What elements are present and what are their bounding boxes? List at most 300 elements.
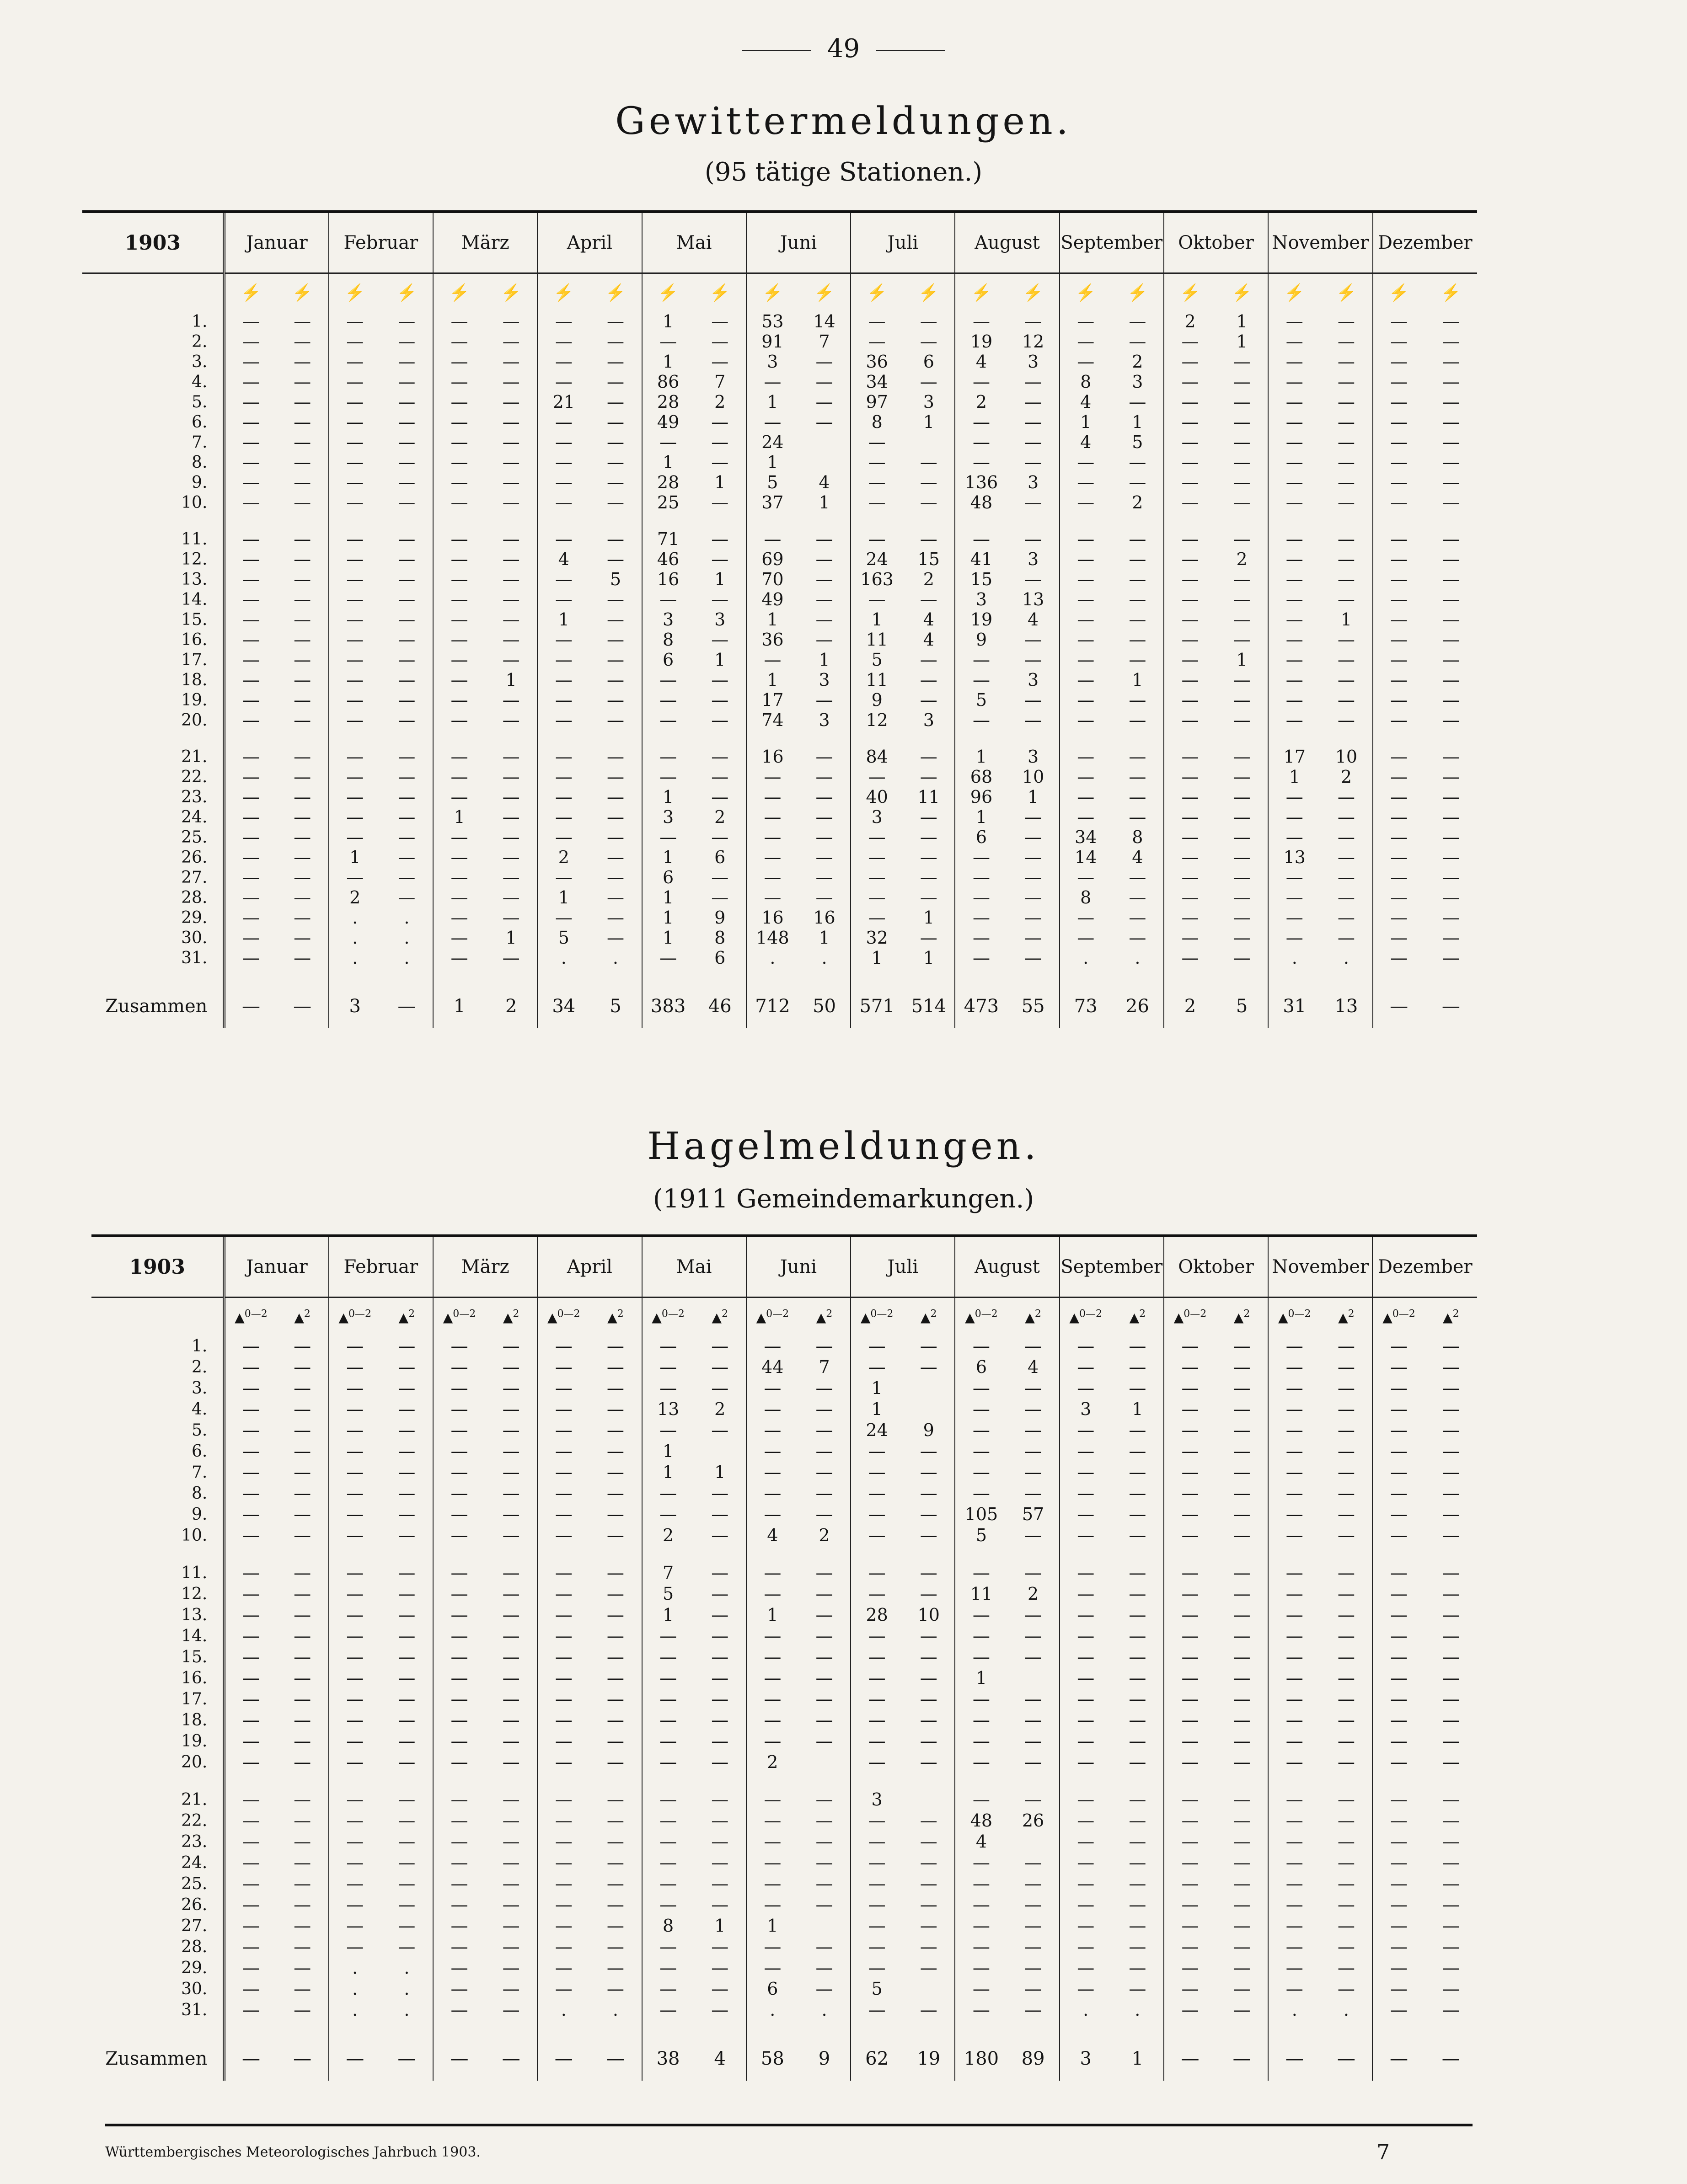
storm-value-cell: 2: [1132, 492, 1143, 513]
storm-total-gap-cell: [1060, 968, 1112, 984]
storm-value-cell: —: [711, 867, 729, 887]
hail-value-cell: —: [1233, 1441, 1251, 1461]
storm-value-cell: —: [329, 827, 381, 847]
hail-day-label: 18.: [91, 1709, 224, 1730]
storm-month-header: September: [1060, 213, 1164, 273]
hail-gap-cell: [1112, 1773, 1164, 1789]
hail-value-cell: —: [398, 1647, 416, 1667]
storm-symbol-b-icon: ⚡: [1127, 283, 1148, 302]
storm-value-cell: 1: [746, 392, 798, 412]
hail-value-cell: —: [329, 1604, 381, 1625]
storm-value-cell: —: [1337, 630, 1355, 650]
hail-value-cell: —: [1442, 1462, 1460, 1482]
hail-value-cell: —: [1233, 1895, 1251, 1915]
hail-month-header: Mai: [642, 1237, 746, 1298]
hail-gap-cell: [1060, 1546, 1112, 1562]
storm-value-cell: —: [1024, 807, 1042, 827]
storm-value-cell: 41: [955, 549, 1007, 569]
storm-value-cell: 74: [746, 710, 798, 730]
storm-symbol-b-icon: ⚡: [605, 283, 626, 302]
hail-value-cell: —: [1442, 1832, 1460, 1852]
hail-day-row: [91, 1751, 1477, 1773]
hail-symbol-b-icon: ▲$^2$: [1129, 1308, 1146, 1325]
storm-value-cell: —: [920, 867, 937, 887]
hail-value-cell: —: [815, 1853, 833, 1873]
hail-value-cell: —: [1442, 1399, 1460, 1419]
storm-value-cell: 9: [955, 630, 1007, 650]
hail-value-cell: —: [224, 1335, 276, 1356]
hail-value-cell: —: [851, 1999, 903, 2020]
hail-value-cell: —: [1129, 1441, 1146, 1461]
hail-value-cell: —: [537, 1525, 589, 1546]
storm-value-cell: —: [537, 432, 589, 452]
storm-value-cell: —: [433, 589, 485, 609]
hail-value-cell: —: [1233, 1731, 1251, 1751]
hail-gap-cell: [433, 1546, 485, 1562]
hail-value-cell: —: [1268, 1688, 1320, 1709]
hail-value-cell: —: [920, 1710, 937, 1730]
storm-value-cell: —: [1373, 311, 1425, 331]
hail-value-cell: —: [1372, 1583, 1425, 1604]
hail-value-cell: —: [1233, 1958, 1251, 1978]
storm-value-cell: —: [1129, 767, 1146, 787]
hail-value-cell: .: [329, 1957, 381, 1978]
storm-value-cell: —: [955, 372, 1007, 392]
storm-value-cell: —: [294, 867, 311, 887]
storm-value-cell: —: [1164, 847, 1216, 867]
hail-value-cell: —: [294, 1399, 311, 1419]
storm-value-cell: —: [606, 589, 624, 609]
storm-value-cell: —: [746, 767, 798, 787]
hail-value-cell: —: [1060, 1730, 1112, 1751]
hail-value-cell: —: [1129, 1853, 1146, 1873]
storm-value-cell: —: [1024, 452, 1042, 472]
hail-value-cell: —: [920, 1563, 937, 1583]
hail-value-cell: —: [746, 1957, 798, 1978]
hail-value-cell: —: [711, 1958, 729, 1978]
storm-value-cell: —: [1268, 887, 1320, 908]
storm-value-cell: 1: [1027, 787, 1039, 807]
hail-total-cell: 89: [1021, 2048, 1045, 2069]
hail-value-cell: —: [815, 1689, 833, 1709]
hail-value-cell: —: [746, 1688, 798, 1709]
storm-gap-cell: [277, 513, 329, 529]
hail-value-cell: —: [642, 1999, 694, 2020]
storm-value-cell: —: [955, 928, 1007, 948]
hail-value-cell: —: [1060, 1420, 1112, 1441]
storm-value-cell: 36: [851, 352, 903, 372]
storm-value-cell: —: [502, 432, 520, 452]
storm-value-cell: 3: [1027, 472, 1039, 492]
storm-value-cell: —: [606, 529, 624, 549]
hail-symbol-a-icon: ▲$^{0—2}$: [1372, 1298, 1425, 1336]
hail-value-cell: —: [955, 1936, 1007, 1957]
storm-value-cell: —: [433, 472, 485, 492]
storm-value-cell: —: [224, 331, 276, 352]
hail-value-cell: —: [537, 1356, 589, 1378]
hail-value-cell: —: [851, 1583, 903, 1604]
hail-value-cell: —: [920, 1689, 937, 1709]
storm-value-cell: —: [1233, 352, 1251, 372]
hail-value-cell: —: [1233, 1647, 1251, 1667]
storm-value-cell: 13: [1268, 847, 1320, 867]
hail-value-cell: —: [851, 1525, 903, 1546]
hail-value-cell: —: [294, 1979, 311, 1999]
storm-value-cell: —: [1373, 529, 1425, 549]
hail-value-cell: —: [1268, 1709, 1320, 1730]
hail-value-cell: —: [224, 1667, 276, 1688]
hail-value-cell: —: [1337, 1504, 1355, 1524]
storm-value-cell: —: [1024, 908, 1042, 928]
storm-value-cell: —: [746, 807, 798, 827]
storm-value-cell: —: [329, 710, 381, 730]
hail-symbol-b-icon: ▲$^2$: [1443, 1308, 1459, 1325]
storm-value-cell: —: [711, 747, 729, 767]
storm-day-label: 14.: [82, 589, 224, 609]
hail-value-cell: —: [224, 1525, 276, 1546]
storm-value-cell: —: [606, 412, 624, 432]
hail-value-cell: —: [537, 1709, 589, 1730]
storm-gap-cell: [329, 513, 381, 529]
hail-value-cell: 5: [955, 1525, 1007, 1546]
hail-value-cell: —: [1337, 1563, 1355, 1583]
storm-value-cell: —: [537, 529, 589, 549]
hail-value-cell: —: [502, 1336, 520, 1356]
hail-day-row: [91, 1688, 1477, 1709]
hail-group-gap: [91, 1546, 1477, 1562]
storm-value-cell: —: [606, 331, 624, 352]
storm-value-cell: —: [224, 311, 276, 331]
hail-gap-cell: [1320, 1773, 1372, 1789]
hail-value-cell: —: [1233, 1710, 1251, 1730]
hail-gap-cell: [955, 1546, 1007, 1562]
hail-value-cell: —: [502, 1441, 520, 1461]
storm-value-cell: —: [711, 690, 729, 710]
storm-value-cell: [798, 452, 851, 472]
storm-value-cell: —: [1024, 392, 1042, 412]
hail-value-cell: —: [642, 1335, 694, 1356]
storm-total-gap-cell: [903, 968, 955, 984]
hail-value-cell: .: [612, 2000, 618, 2020]
storm-value-cell: —: [433, 412, 485, 432]
storm-symbol-b-icon: ⚡: [292, 283, 313, 302]
storm-value-cell: 1: [819, 928, 830, 948]
storm-value-cell: 1: [642, 847, 694, 867]
storm-value-cell: —: [294, 948, 311, 968]
storm-total-cell: —: [293, 996, 312, 1017]
hail-value-cell: —: [1372, 1625, 1425, 1646]
storm-value-cell: —: [1060, 867, 1112, 887]
hail-month-header: April: [537, 1237, 642, 1298]
hail-day-label: 16.: [91, 1667, 224, 1688]
storm-value-cell: —: [502, 767, 520, 787]
storm-value-cell: —: [1129, 650, 1146, 670]
hail-symbol-b-icon: ▲$^2$: [1233, 1308, 1250, 1325]
hail-value-cell: —: [1233, 1357, 1251, 1377]
hail-day-label: 8.: [91, 1483, 224, 1504]
hail-value-cell: —: [1164, 1667, 1216, 1688]
storm-value-cell: —: [502, 630, 520, 650]
hail-value-cell: —: [851, 1831, 903, 1852]
storm-value-cell: —: [329, 352, 381, 372]
storm-value-cell: —: [1129, 392, 1146, 412]
hail-value-cell: —: [1129, 1710, 1146, 1730]
hail-value-cell: 7: [819, 1357, 830, 1377]
storm-total-gap-cell: [1373, 968, 1425, 984]
hail-value-cell: —: [294, 1810, 311, 1831]
hail-value-cell: —: [606, 1462, 624, 1482]
hail-value-cell: —: [294, 1483, 311, 1503]
hail-value-cell: —: [433, 1399, 485, 1420]
storm-value-cell: —: [1442, 311, 1460, 331]
storm-symbol-b-icon: ⚡: [1441, 283, 1462, 302]
hail-value-cell: —: [537, 1583, 589, 1604]
hail-value-cell: —: [815, 1605, 833, 1625]
hail-gap-cell: [1164, 1773, 1216, 1789]
storm-value-cell: —: [1373, 452, 1425, 472]
storm-value-cell: —: [746, 412, 798, 432]
hail-gap-cell: [485, 1773, 537, 1789]
storm-value-cell: —: [398, 352, 416, 372]
hail-day-row: [91, 1873, 1477, 1894]
storm-value-cell: —: [851, 472, 903, 492]
hail-value-cell: —: [294, 1710, 311, 1730]
hail-value-cell: —: [815, 1483, 833, 1503]
hail-value-cell: —: [746, 1420, 798, 1441]
hail-value-cell: —: [920, 1441, 937, 1461]
hail-value-cell: —: [606, 1874, 624, 1894]
storm-value-cell: —: [606, 549, 624, 569]
storm-value-cell: —: [398, 492, 416, 513]
storm-value-cell: —: [1129, 867, 1146, 887]
hail-value-cell: —: [329, 1646, 381, 1667]
hail-value-cell: —: [746, 1504, 798, 1525]
hail-value-cell: [903, 1978, 955, 1999]
storm-value-cell: —: [1442, 847, 1460, 867]
hail-value-cell: —: [642, 1730, 694, 1751]
hail-value-cell: —: [1233, 1832, 1251, 1852]
storm-value-cell: —: [920, 690, 937, 710]
hail-value-cell: —: [502, 1710, 520, 1730]
hail-value-cell: —: [224, 1915, 276, 1936]
hail-value-cell: —: [294, 1916, 311, 1936]
hail-gap-cell: [1268, 1773, 1320, 1789]
hail-value-cell: —: [1060, 1709, 1112, 1730]
hail-day-row: [91, 1667, 1477, 1688]
storm-total-gap-cell: [694, 968, 746, 984]
storm-value-cell: 1: [1132, 412, 1143, 432]
storm-total-gap-cell: [1007, 968, 1060, 984]
hail-value-cell: —: [398, 1399, 416, 1419]
storm-month-header: November: [1268, 213, 1372, 273]
hail-value-cell: —: [1129, 1874, 1146, 1894]
hail-value-cell: 26: [1022, 1810, 1044, 1831]
hail-value-cell: —: [224, 1957, 276, 1978]
hail-value-cell: —: [1060, 1604, 1112, 1625]
storm-value-cell: .: [1060, 948, 1112, 968]
hail-value-cell: —: [851, 1894, 903, 1915]
hail-value-cell: —: [1129, 1483, 1146, 1503]
hail-symbol-a-icon: ▲$^{0—2}$: [746, 1298, 798, 1336]
storm-value-cell: 4: [1027, 609, 1039, 630]
storm-value-cell: —: [815, 887, 833, 908]
storm-value-cell: —: [537, 452, 589, 472]
hail-value-cell: —: [329, 1504, 381, 1525]
hail-value-cell: —: [955, 1873, 1007, 1894]
hail-total-row: [91, 2037, 1477, 2081]
storm-value-cell: 8: [714, 928, 726, 948]
hail-value-cell: —: [1024, 1731, 1042, 1751]
hail-value-cell: —: [851, 1504, 903, 1525]
hail-gap-cell: [1007, 1773, 1059, 1789]
hail-value-cell: —: [1164, 1936, 1216, 1957]
storm-gap-cell: [798, 513, 851, 529]
storm-value-cell: —: [329, 529, 381, 549]
hail-value-cell: —: [294, 1689, 311, 1709]
hail-value-cell: —: [433, 1894, 485, 1915]
hail-value-cell: —: [502, 1563, 520, 1583]
storm-value-cell: 19: [955, 609, 1007, 630]
hail-value-cell: —: [711, 1483, 729, 1503]
hail-value-cell: 1: [746, 1915, 798, 1936]
storm-day-row: [82, 372, 1477, 392]
hail-value-cell: —: [224, 1852, 276, 1873]
hail-value-cell: —: [398, 1853, 416, 1873]
hail-day-label: 13.: [91, 1604, 224, 1625]
hail-value-cell: —: [606, 1584, 624, 1604]
storm-day-row: [82, 311, 1477, 331]
hail-value-cell: —: [746, 1335, 798, 1356]
hail-value-cell: 4: [955, 1831, 1007, 1852]
hail-value-cell: —: [851, 1562, 903, 1583]
storm-value-cell: —: [1060, 492, 1112, 513]
storm-value-cell: —: [1268, 569, 1320, 589]
storm-value-cell: —: [642, 710, 694, 730]
storm-value-cell: —: [1373, 609, 1425, 630]
storm-value-cell: —: [1060, 311, 1112, 331]
hail-value-cell: —: [1060, 1688, 1112, 1709]
storm-gap-label: [82, 730, 224, 747]
hail-value-cell: —: [502, 1752, 520, 1772]
hail-gap-label: [91, 1546, 224, 1562]
hail-value-cell: —: [815, 1441, 833, 1461]
hail-value-cell: —: [537, 1604, 589, 1625]
hail-value-cell: —: [1268, 1852, 1320, 1873]
storm-value-cell: —: [329, 331, 381, 352]
hail-value-cell: —: [1442, 1752, 1460, 1772]
storm-value-cell: —: [1060, 630, 1112, 650]
storm-value-cell: —: [294, 589, 311, 609]
storm-value-cell: —: [606, 887, 624, 908]
hail-value-cell: —: [433, 1688, 485, 1709]
storm-value-cell: —: [815, 867, 833, 887]
storm-value-cell: —: [502, 392, 520, 412]
hail-value-cell: —: [1268, 1873, 1320, 1894]
hail-value-cell: —: [294, 1462, 311, 1482]
storm-value-cell: 8: [1060, 372, 1112, 392]
hail-value-cell: —: [1060, 1583, 1112, 1604]
storm-gap-cell: [851, 730, 903, 747]
hail-day-row: [91, 1625, 1477, 1646]
storm-value-cell: —: [711, 352, 729, 372]
hail-value-cell: —: [433, 1356, 485, 1378]
hail-gap-cell: [485, 1546, 537, 1562]
hail-value-cell: —: [1060, 1978, 1112, 1999]
storm-day-label: 30.: [82, 928, 224, 948]
hail-value-cell: —: [537, 1378, 589, 1399]
storm-symbol-a-icon: ⚡: [1268, 273, 1320, 312]
storm-symbol-a-icon: ⚡: [746, 273, 798, 312]
hail-value-cell: —: [642, 1957, 694, 1978]
hail-value-cell: —: [502, 1420, 520, 1440]
hail-value-cell: —: [1233, 1399, 1251, 1419]
storm-total-cell: —: [224, 984, 276, 1028]
storm-value-cell: —: [746, 847, 798, 867]
storm-value-cell: —: [537, 767, 589, 787]
hail-value-cell: —: [1268, 1335, 1320, 1356]
hail-value-cell: —: [1164, 1525, 1216, 1546]
storm-value-cell: —: [433, 492, 485, 513]
hail-symbol-label: [91, 1298, 224, 1336]
storm-value-cell: —: [711, 670, 729, 690]
hail-value-cell: —: [502, 1689, 520, 1709]
hail-gap-cell: [1425, 1546, 1477, 1562]
storm-value-cell: —: [1164, 690, 1216, 710]
hail-value-cell: —: [502, 1958, 520, 1978]
storm-value-cell: —: [711, 529, 729, 549]
hail-value-cell: —: [815, 1810, 833, 1831]
hail-value-cell: —: [224, 1420, 276, 1441]
storm-value-cell: —: [1164, 787, 1216, 807]
storm-value-cell: —: [294, 767, 311, 787]
storm-month-header: Juli: [851, 213, 955, 273]
hail-value-cell: —: [606, 1441, 624, 1461]
hail-value-cell: 1: [714, 1916, 726, 1936]
storm-total-gap-cell: [485, 968, 537, 984]
hail-value-cell: —: [1060, 1441, 1112, 1462]
hail-value-cell: —: [329, 1936, 381, 1957]
hail-value-cell: —: [502, 1584, 520, 1604]
storm-day-row: [82, 589, 1477, 609]
hail-value-cell: —: [294, 1626, 311, 1646]
storm-value-cell: —: [1024, 690, 1042, 710]
hail-value-cell: —: [1060, 1873, 1112, 1894]
hail-value-cell: —: [502, 1378, 520, 1398]
hail-value-cell: —: [606, 1810, 624, 1831]
hail-total-gap-cell: [955, 2020, 1007, 2037]
hail-value-cell: 1: [714, 1462, 726, 1482]
storm-value-cell: —: [537, 492, 589, 513]
storm-value-cell: —: [1164, 867, 1216, 887]
hail-value-cell: —: [920, 1584, 937, 1604]
hail-value-cell: —: [1024, 1420, 1042, 1440]
storm-value-cell: —: [398, 807, 416, 827]
hail-symbol-a-icon: ▲$^{0—2}$: [1268, 1298, 1320, 1336]
storm-value-cell: —: [329, 311, 381, 331]
storm-value-cell: .: [612, 948, 618, 968]
hail-value-cell: —: [1164, 1604, 1216, 1625]
storm-value-cell: —: [294, 787, 311, 807]
storm-value-cell: —: [433, 452, 485, 472]
storm-value-cell: —: [1268, 412, 1320, 432]
hail-value-cell: —: [851, 1335, 903, 1356]
hail-value-cell: —: [329, 1852, 381, 1873]
hail-value-cell: —: [224, 1789, 276, 1810]
hail-gap-cell: [903, 1773, 955, 1789]
hail-gap-cell: [642, 1773, 694, 1789]
hail-value-cell: —: [537, 1789, 589, 1810]
hail-value-cell: —: [1233, 1378, 1251, 1398]
